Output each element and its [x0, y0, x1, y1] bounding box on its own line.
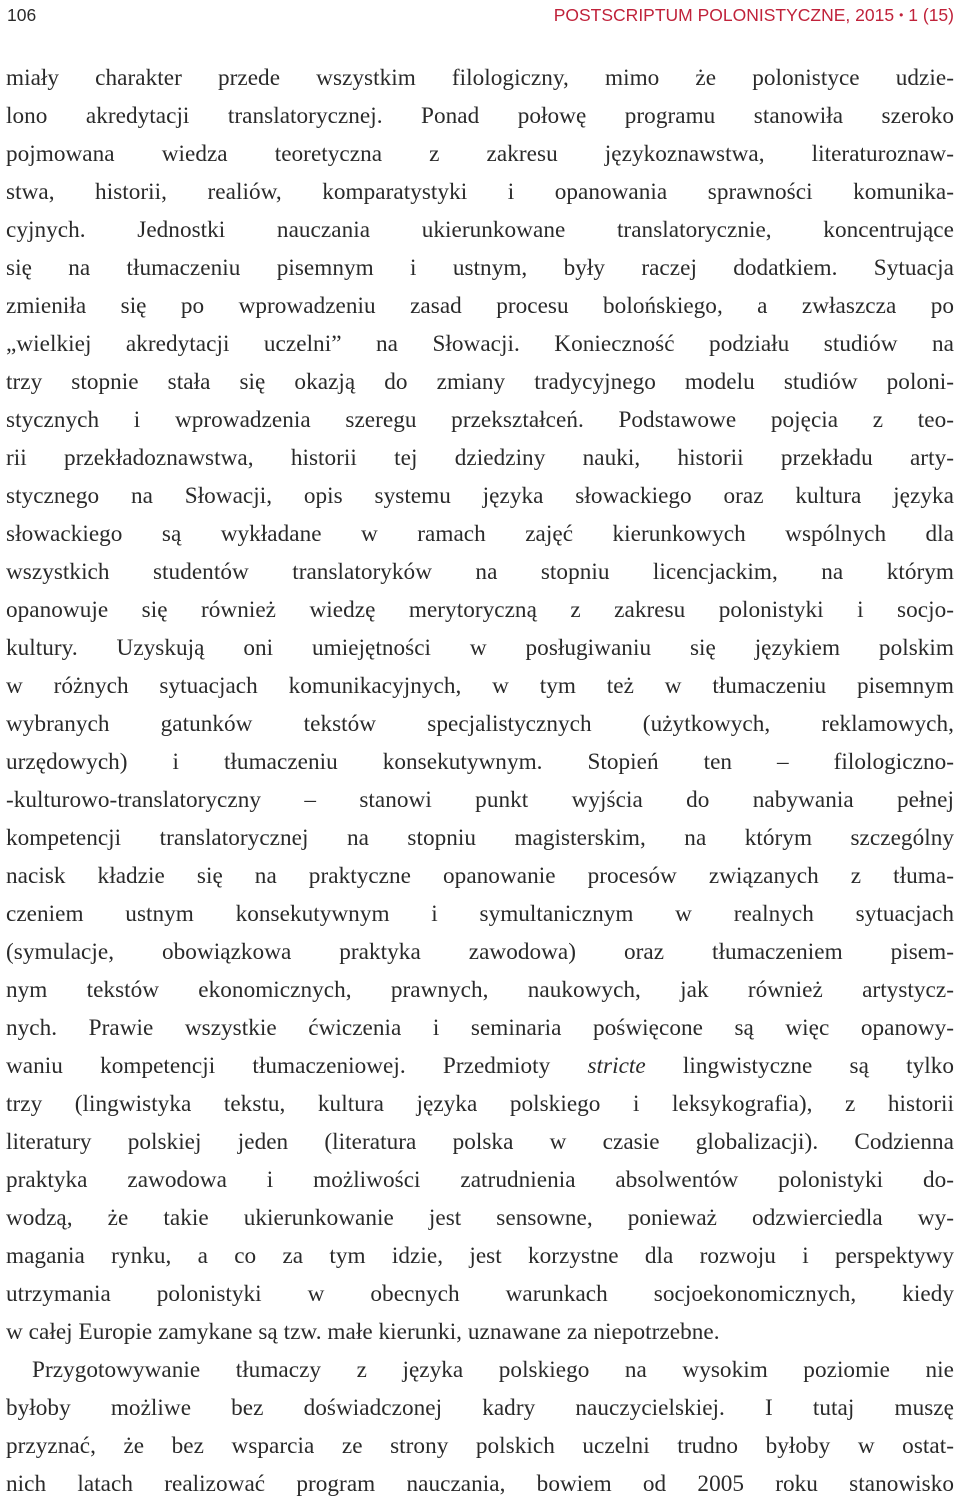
- text-line: -kulturowo-translatoryczny – stanowi punkt wyjścia do nabywania pełnej: [6, 787, 954, 813]
- text-line: nich latach realizować program nauczania, bowiem od 2005 roku stanowisko: [6, 1471, 954, 1497]
- text-line: opanowuje się również wiedzę merytoryczną z zakresu polonistyki i socjo-: [6, 597, 954, 623]
- journal-title: POSTSCRIPTUM POLONISTYCZNE, 2015: [553, 5, 895, 25]
- separator-bullet: •: [899, 8, 904, 22]
- text-line: kultury. Uzyskują oni umiejętności w posługiwaniu się językiem polskim: [6, 635, 954, 661]
- text-line: wszystkich studentów translatoryków na stopniu licencjackim, na którym: [6, 559, 954, 585]
- text-line: kompetencji translatorycznej na stopniu magisterskim, na którym szczególny: [6, 825, 954, 851]
- text-line: nych. Prawie wszystkie ćwiczenia i seminaria poświęcone są więc opanowy-: [6, 1015, 954, 1041]
- text-segment: waniu kompetencji tłumaczeniowej. Przedmioty: [6, 1053, 588, 1079]
- text-line: (symulacje, obowiązkowa praktyka zawodowa) oraz tłumaczeniem pisem-: [6, 939, 954, 965]
- article-body: [6, 59, 954, 1503]
- text-line: rii przekładoznawstwa, historii tej dziedziny nauki, historii przekładu arty-: [6, 445, 954, 471]
- paragraph-1: [6, 59, 954, 1351]
- journal-info: [554, 4, 954, 26]
- italic-term: stricte: [587, 1053, 646, 1079]
- text-line: stycznego na Słowacji, opis systemu języka słowackiego oraz kultura języka: [6, 483, 954, 509]
- running-head: [7, 4, 954, 26]
- paragraph-2: [6, 1351, 954, 1503]
- text-line: słowackiego są wykładane w ramach zajęć kierunkowych wspólnych dla: [6, 521, 954, 547]
- text-line-with-italic: [6, 1047, 954, 1085]
- text-segment: lingwistyczne są tylko: [645, 1053, 954, 1079]
- text-line: byłoby możliwe bez doświadczonej kadry nauczycielskiej. I tutaj muszę: [6, 1395, 954, 1421]
- text-line: lono akredytacji translatorycznej. Ponad połowę programu stanowiła szeroko: [6, 103, 954, 129]
- text-line: w całej Europie zamykane są tzw. małe kierunki, uznawane za niepotrzebne.: [6, 1319, 720, 1345]
- text-line: przyznać, że bez wsparcia ze strony polskich uczelni trudno byłoby w ostat-: [6, 1433, 954, 1459]
- text-line: się na tłumaczeniu pisemnym i ustnym, były raczej dodatkiem. Sytuacja: [6, 255, 954, 281]
- text-line: nacisk kładzie się na praktyczne opanowanie procesów związanych z tłuma-: [6, 863, 954, 889]
- issue-number: 1 (15): [908, 5, 954, 25]
- text-line: nym tekstów ekonomicznych, prawnych, naukowych, jak również artystycz-: [6, 977, 954, 1003]
- text-line: pojmowana wiedza teoretyczna z zakresu językoznawstwa, literaturoznaw-: [6, 141, 954, 167]
- text-line: stycznych i wprowadzenia szeregu przekształceń. Podstawowe pojęcia z teo-: [6, 407, 954, 433]
- text-line: w różnych sytuacjach komunikacyjnych, w tym też w tłumaczeniu pisemnym: [6, 673, 954, 699]
- text-line: Przygotowywanie tłumaczy z języka polskiego na wysokim poziomie nie: [32, 1357, 954, 1383]
- text-line: stwa, historii, realiów, komparatystyki i opanowania sprawności komunika-: [6, 179, 954, 205]
- text-line: trzy (lingwistyka tekstu, kultura języka polskiego i leksykografia), z historii: [6, 1091, 954, 1117]
- page-number: 106: [7, 5, 37, 25]
- text-line: trzy stopnie stała się okazją do zmiany tradycyjnego modelu studiów poloni-: [6, 369, 954, 395]
- text-line: miały charakter przede wszystkim filologiczny, mimo że polonistyce udzie-: [6, 65, 954, 91]
- text-line: literatury polskiej jeden (literatura polska w czasie globalizacji). Codzienna: [6, 1129, 954, 1155]
- text-line: wodzą, że takie ukierunkowanie jest sensowne, ponieważ odzwierciedla wy-: [6, 1205, 954, 1231]
- text-line: cyjnych. Jednostki nauczania ukierunkowane translatorycznie, koncentrujące: [6, 217, 954, 243]
- text-line: utrzymania polonistyki w obecnych warunkach socjoekonomicznych, kiedy: [6, 1281, 954, 1307]
- text-line: praktyka zawodowa i możliwości zatrudnienia absolwentów polonistyki do-: [6, 1167, 954, 1193]
- text-line: czeniem ustnym konsekutywnym i symultanicznym w realnych sytuacjach: [6, 901, 954, 927]
- text-line: wybranych gatunków tekstów specjalistycznych (użytkowych, reklamowych,: [6, 711, 954, 737]
- text-line: urzędowych) i tłumaczeniu konsekutywnym. Stopień ten – filologiczno-: [6, 749, 954, 775]
- text-line: „wielkiej akredytacji uczelni” na Słowacji. Konieczność podziału studiów na: [6, 331, 954, 357]
- text-line: magania rynku, a co za tym idzie, jest korzystne dla rozwoju i perspektywy: [6, 1243, 954, 1269]
- text-line: zmieniła się po wprowadzeniu zasad procesu bolońskiego, a zwłaszcza po: [6, 293, 954, 319]
